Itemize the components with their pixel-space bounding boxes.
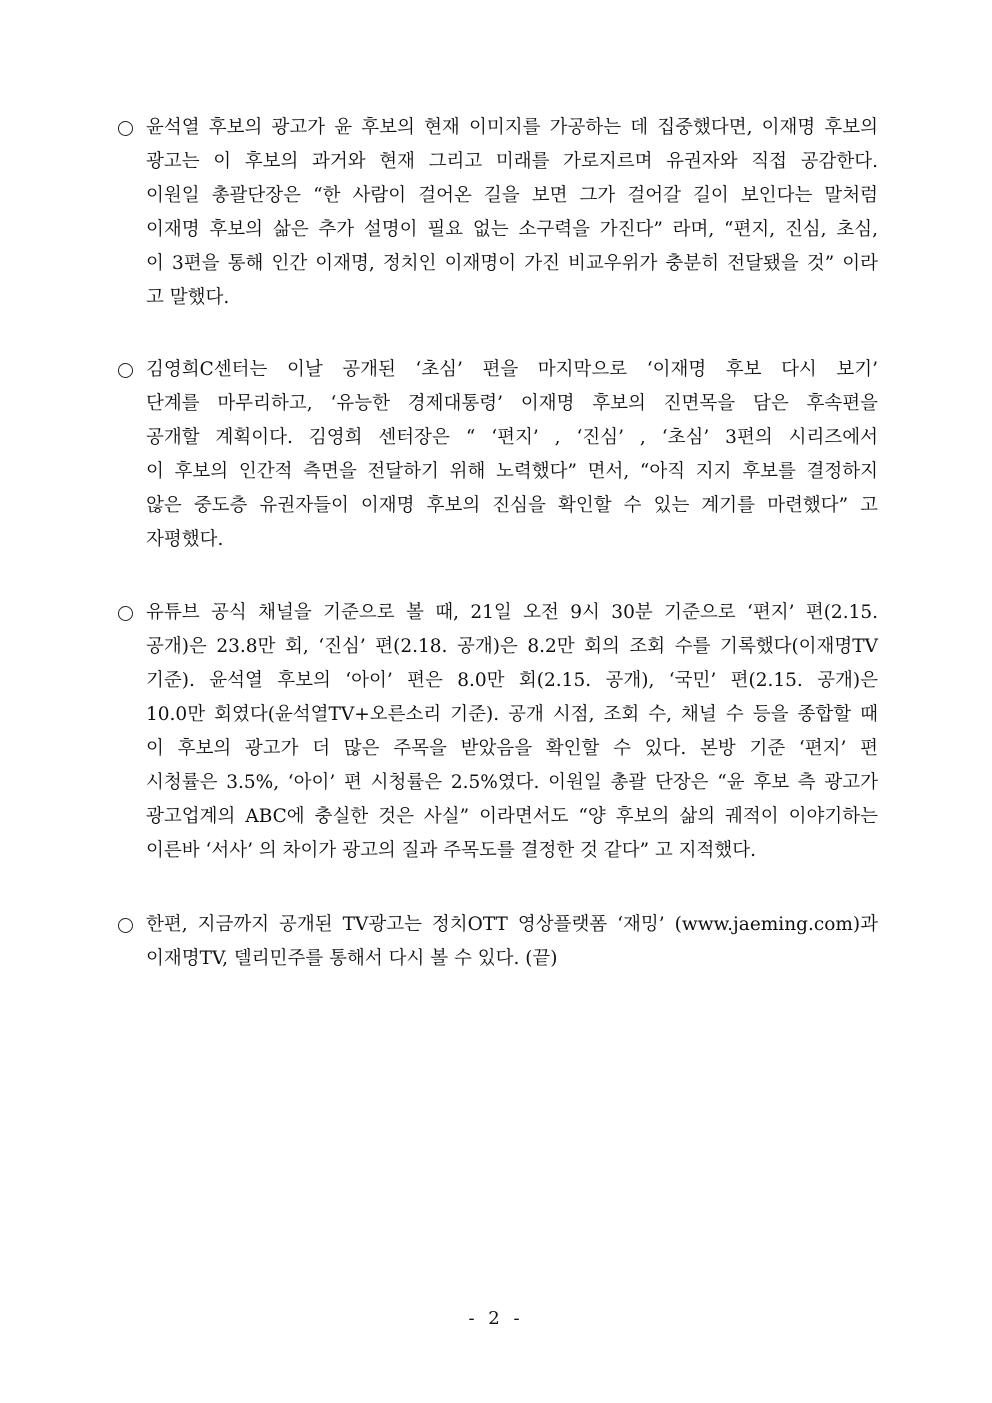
paragraph-line: 10.0만 회였다(윤석열TV+오른소리 기준). 공개 시점, 조회 수, 채널 수 등을 종합할 때 (146, 704, 878, 725)
paragraph-line: 이른바 ‘서사’ 의 차이가 광고의 질과 주목도를 결정한 것 같다” 고 지적했다. (146, 840, 757, 861)
paragraph-line: 이 후보의 인간적 측면을 전달하기 위해 노력했다” 면서, “아직 지지 후보를 결정하지 (146, 461, 878, 482)
paragraph-line: 김영희C센터는 이날 공개된 ‘초심’ 편을 마지막으로 ‘이재명 후보 다시 보기’ (146, 359, 878, 380)
paragraph-line: 시청률은 3.5%, ‘아이’ 편 시청률은 2.5%였다. 이원일 총괄 단장은 “윤 후보 측 광고가 (146, 772, 878, 793)
paragraph-line: 윤석열 후보의 광고가 윤 후보의 현재 이미지를 가공하는 데 집중했다면, 이재명 후보의 (146, 117, 878, 138)
circle-bullet-icon (118, 918, 133, 933)
paragraph-line: 광고는 이 후보의 과거와 현재 그리고 미래를 가로지르며 유권자와 직접 공감한다. (146, 151, 878, 172)
paragraph-line: 공개할 계획이다. 김영희 센터장은 “ ‘편지’ , ‘진심’ , ‘초심’ 3편의 시리즈에서 (146, 427, 878, 448)
paragraph-line: 않은 중도층 유권자들이 이재명 후보의 진심을 확인할 수 있는 계기를 마련했다” 고 (146, 495, 879, 516)
paragraph-line: 한편, 지금까지 공개된 TV광고는 정치OTT 영상플랫폼 ‘재밍’ (www.jaeming.com)과 (146, 914, 878, 935)
paragraph-line: 단계를 마무리하고, ‘유능한 경제대통령’ 이재명 후보의 진면목을 담은 후속편을 (146, 393, 878, 414)
paragraph-line: 기준). 윤석열 후보의 ‘아이’ 편은 8.0만 회(2.15. 공개), ‘국민’ 편(2.15. 공개)은 (146, 670, 878, 691)
circle-bullet-icon (118, 121, 133, 136)
circle-bullet-icon (118, 606, 133, 621)
paragraph-line: 이재명 후보의 삶은 추가 설명이 필요 없는 소구력을 가진다” 라며, “편지, 진심, 초심, (146, 219, 878, 240)
circle-bullet-icon (118, 363, 133, 378)
paragraph-line: 이재명TV, 델리민주를 통해서 다시 볼 수 있다. (끝) (146, 948, 558, 969)
page-number: - 2 - (468, 1308, 524, 1329)
paragraph-line: 광고업계의 ABC에 충실한 것은 사실” 이라면서도 “양 후보의 삶의 궤적이 이야기하는 (146, 806, 878, 827)
paragraph-line: 이 3편을 통해 인간 이재명, 정치인 이재명이 가진 비교우위가 충분히 전달됐을 것” 이라 (146, 253, 878, 274)
paragraph-line: 이원일 총괄단장은 “한 사람이 걸어온 길을 보면 그가 걸어갈 길이 보인다는 말처럼 (146, 185, 879, 206)
paragraph-line: 고 말했다. (146, 287, 230, 308)
paragraph-line: 이 후보의 광고가 더 많은 주목을 받았음을 확인할 수 있다. 본방 기준 ‘편지’ 편 (146, 738, 878, 759)
paragraph-line: 자평했다. (146, 529, 224, 550)
paragraph-line: 공개)은 23.8만 회, ‘진심’ 편(2.18. 공개)은 8.2만 회의 조회 수를 기록했다(이재명TV (146, 636, 878, 657)
paragraph-line: 유튜브 공식 채널을 기준으로 볼 때, 21일 오전 9시 30분 기준으로 ‘편지’ 편(2.15. (146, 602, 878, 623)
